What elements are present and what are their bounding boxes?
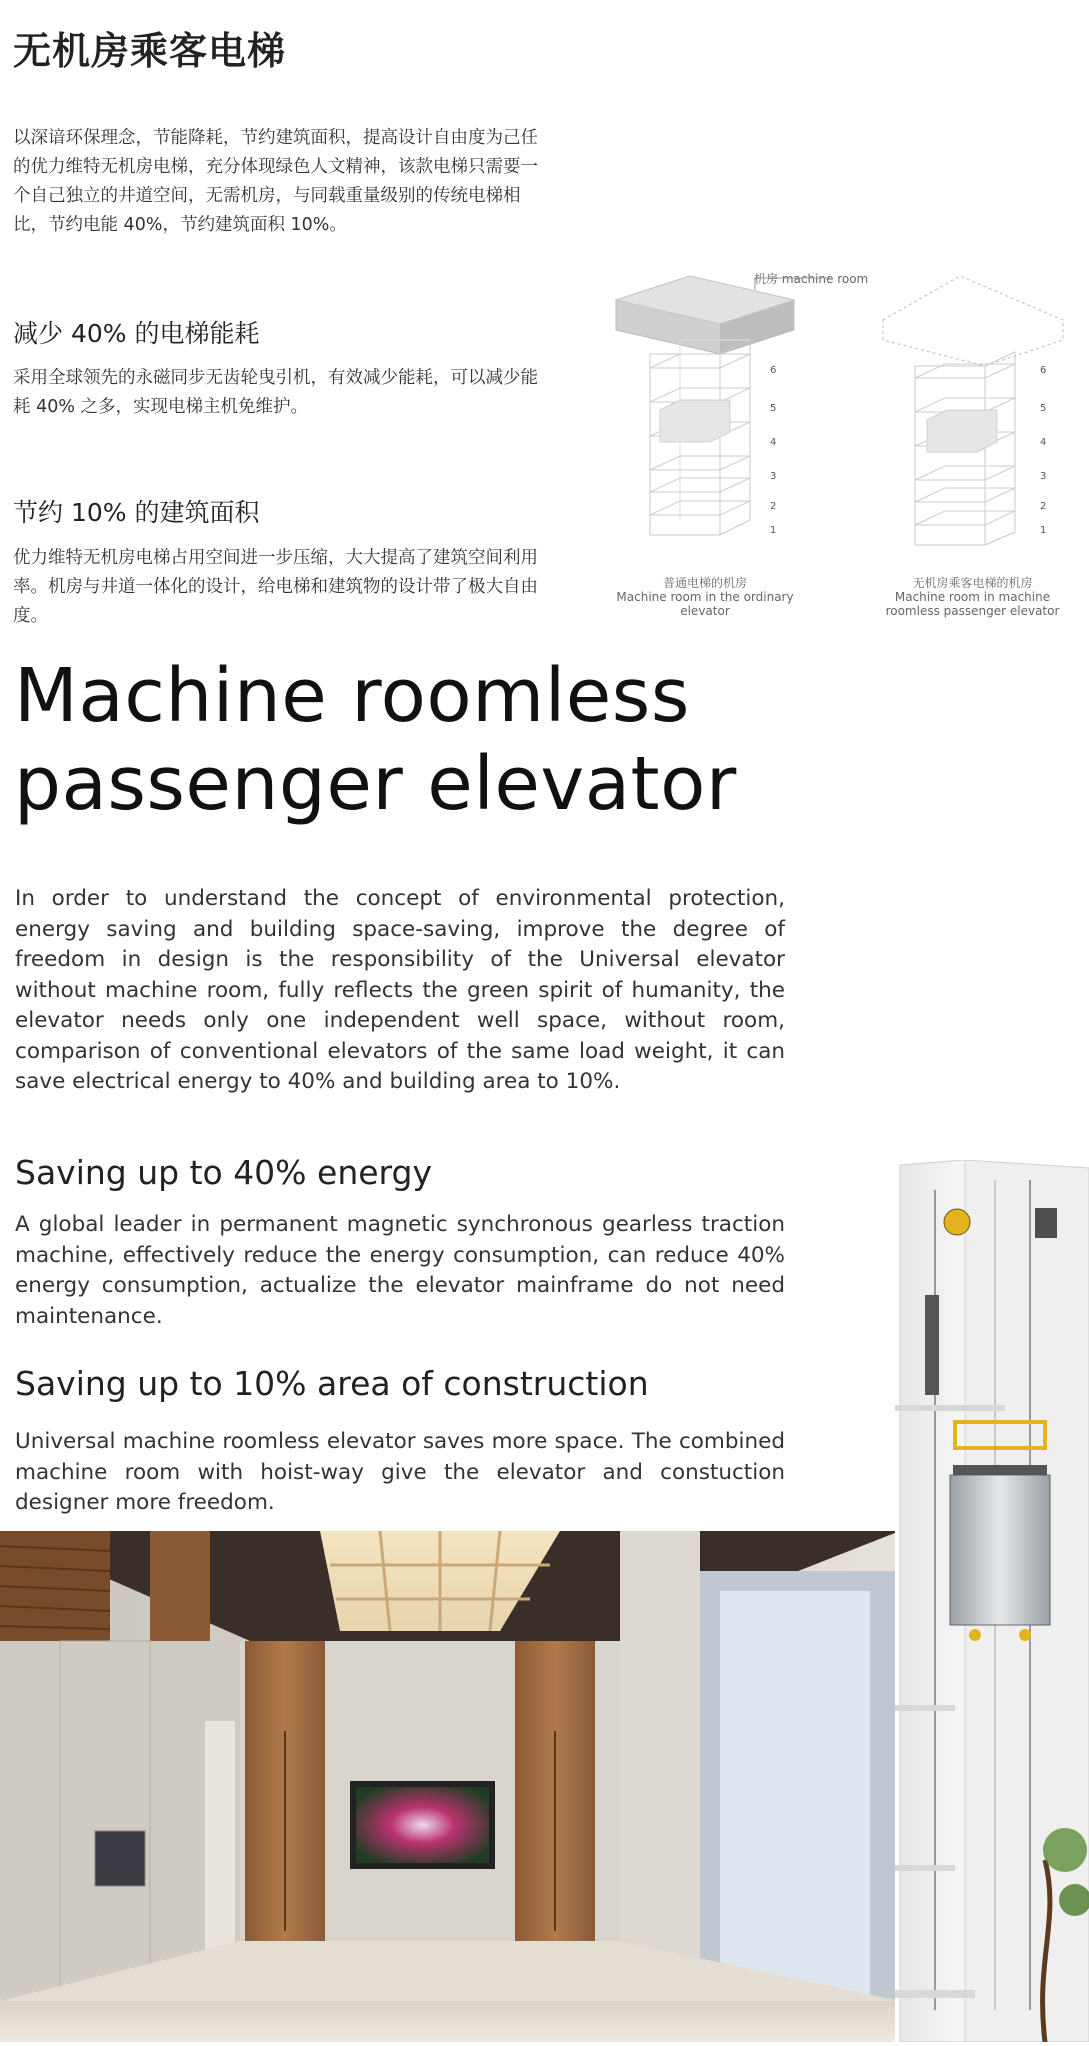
- floor-number: 4: [770, 437, 777, 448]
- cn-intro-paragraph: 以深谙环保理念，节能降耗，节约建筑面积，提高设计自由度为己任的优力维特无机房电梯，充分体现绿色人文精神，该款电梯只需要一个自己独立的井道空间，无需机房，与同载重量级别的传统电梯相比，节约电能 40%，节约建筑面积 10%。: [13, 128, 538, 235]
- en-section-area-text: Universal machine roomless elevator saves more space. The combined machine room with hoist-way give the elevator and constuction designer more freedom.: [15, 1429, 785, 1515]
- floor-number: 1: [1040, 525, 1047, 536]
- elevator-shaft-cutaway: [895, 1160, 1089, 2042]
- cn-section-energy-text: 采用全球领先的永磁同步无齿轮曳引机，有效减少能耗，可以减少能耗 40% 之多，实现电梯主机免维护。: [13, 368, 538, 417]
- en-section-energy-text: A global leader in permanent magnetic synchronous gearless traction machine, effectively reduce the energy consumption, can reduce 40% energy consumption, actualize the elevator mainframe do not need maintenance.: [15, 1212, 785, 1329]
- floor-number: 4: [1040, 437, 1047, 448]
- elevator-lobby-photo: [0, 1531, 900, 2042]
- cn-section-energy-title: 减少 40% 的电梯能耗: [13, 319, 260, 348]
- cn-section-area-text: 优力维特无机房电梯占用空间进一步压缩，大大提高了建筑空间利用率。机房与井道一体化的设计，给电梯和建筑物的设计带了极大自由度。: [13, 548, 538, 626]
- floor-number: 6: [770, 365, 777, 376]
- floor-number: 1: [770, 525, 777, 536]
- floor-number: 3: [1040, 471, 1047, 482]
- en-page-title: Machine roomless passenger elevator: [14, 653, 737, 827]
- ordinary-elevator-diagram: [610, 270, 830, 580]
- en-section-area-title: Saving up to 10% area of construction: [15, 1364, 649, 1403]
- machine-room-callout: 机房 machine room: [754, 272, 869, 286]
- floor-number: 3: [770, 471, 777, 482]
- cn-section-area-title: 节约 10% 的建筑面积: [13, 498, 260, 527]
- ordinary-elevator-caption: 普通电梯的机房 Machine room in the ordinary elevator: [616, 576, 794, 618]
- floor-number: 5: [770, 403, 777, 414]
- floor-number: 2: [1040, 501, 1047, 512]
- floor-number: 2: [770, 501, 777, 512]
- roomless-elevator-caption: 无机房乘客电梯的机房 Machine room in machine roomless passenger elevator: [885, 576, 1060, 618]
- floor-number: 5: [1040, 403, 1047, 414]
- en-section-energy-title: Saving up to 40% energy: [15, 1153, 433, 1192]
- floor-number: 6: [1040, 365, 1047, 376]
- cn-page-title: 无机房乘客电梯: [13, 29, 287, 73]
- en-intro-paragraph: In order to understand the concept of environmental protection, energy saving and building space-saving, improve the degree of freedom in design is the responsibility of the Universal elevator without machine room, fully reflects the green spirit of humanity, the elevator needs only one independent well space, without room, comparison of conventional elevators of the same load weight, it can save electrical energy to 40% and building area to 10%.: [15, 886, 785, 1094]
